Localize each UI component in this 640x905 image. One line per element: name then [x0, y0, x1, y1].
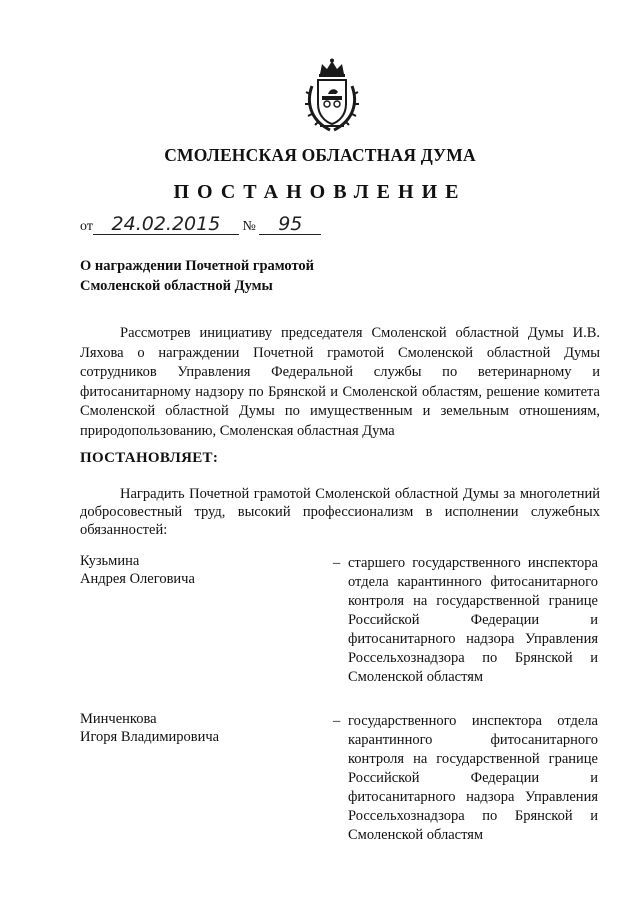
award-paragraph: Наградить Почетной грамотой Смоленской областной Думы за многолетний добросовестный труд, высокий профессионализм в исполнении служебных обязанностей:: [80, 486, 600, 538]
handwritten-number: 95: [259, 214, 321, 235]
document-subject: [80, 256, 440, 296]
smolensk-coat-of-arms-icon: [300, 58, 364, 134]
awardee-surname: Кузьмина: [80, 553, 140, 569]
awardee-given-names: Игоря Владимировича: [80, 729, 220, 745]
document-type-title: ПОСТАНОВЛЕНИЕ: [173, 181, 467, 203]
awardee-given-names: Андрея Олеговича: [80, 571, 195, 587]
handwritten-date: 24.02.2015: [93, 214, 239, 235]
awardee-surname: Минченкова: [80, 711, 157, 727]
subject-line: Смоленской областной Думы: [80, 278, 273, 294]
dash-separator: –: [333, 555, 341, 571]
awardee-name: [80, 552, 320, 588]
number-prefix: №: [242, 219, 256, 234]
awardee-name: [80, 710, 320, 746]
dash-separator: –: [333, 713, 341, 729]
date-prefix: от: [80, 219, 93, 234]
decree-heading: ПОСТАНОВЛЯЕТ:: [80, 450, 219, 466]
organization-title: СМОЛЕНСКАЯ ОБЛАСТНАЯ ДУМА: [164, 145, 476, 165]
awardee-position: старшего государственного инспектора отдела карантинного фитосанитарного контроля на государственной границе Российской Федерации и фитосанитарного надзора Управления Россельхознадзора по Брянской и Смоленской областям: [348, 555, 598, 685]
date-number-line: [80, 214, 321, 235]
preamble-paragraph: Рассмотрев инициативу председателя Смоленской областной Думы И.В. Ляхова о награждении Почетной грамотой Смоленской областной Думы сотрудников Управления Федеральной службы по ветеринарному и фитосанитарному надзору по Брянской и Смоленской областям, решение комитета Смоленской областной Думы по имущественным и земельным отношениям, природопользованию, Смоленская областная Дума: [80, 325, 600, 439]
subject-line: О награждении Почетной грамотой: [80, 258, 315, 274]
awardee-position: государственного инспектора отдела карантинного фитосанитарного контроля на государственной границе Российской Федерации и фитосанитарного надзора Управления Россельхознадзора по Брянской и Смоленской областям: [348, 713, 598, 843]
